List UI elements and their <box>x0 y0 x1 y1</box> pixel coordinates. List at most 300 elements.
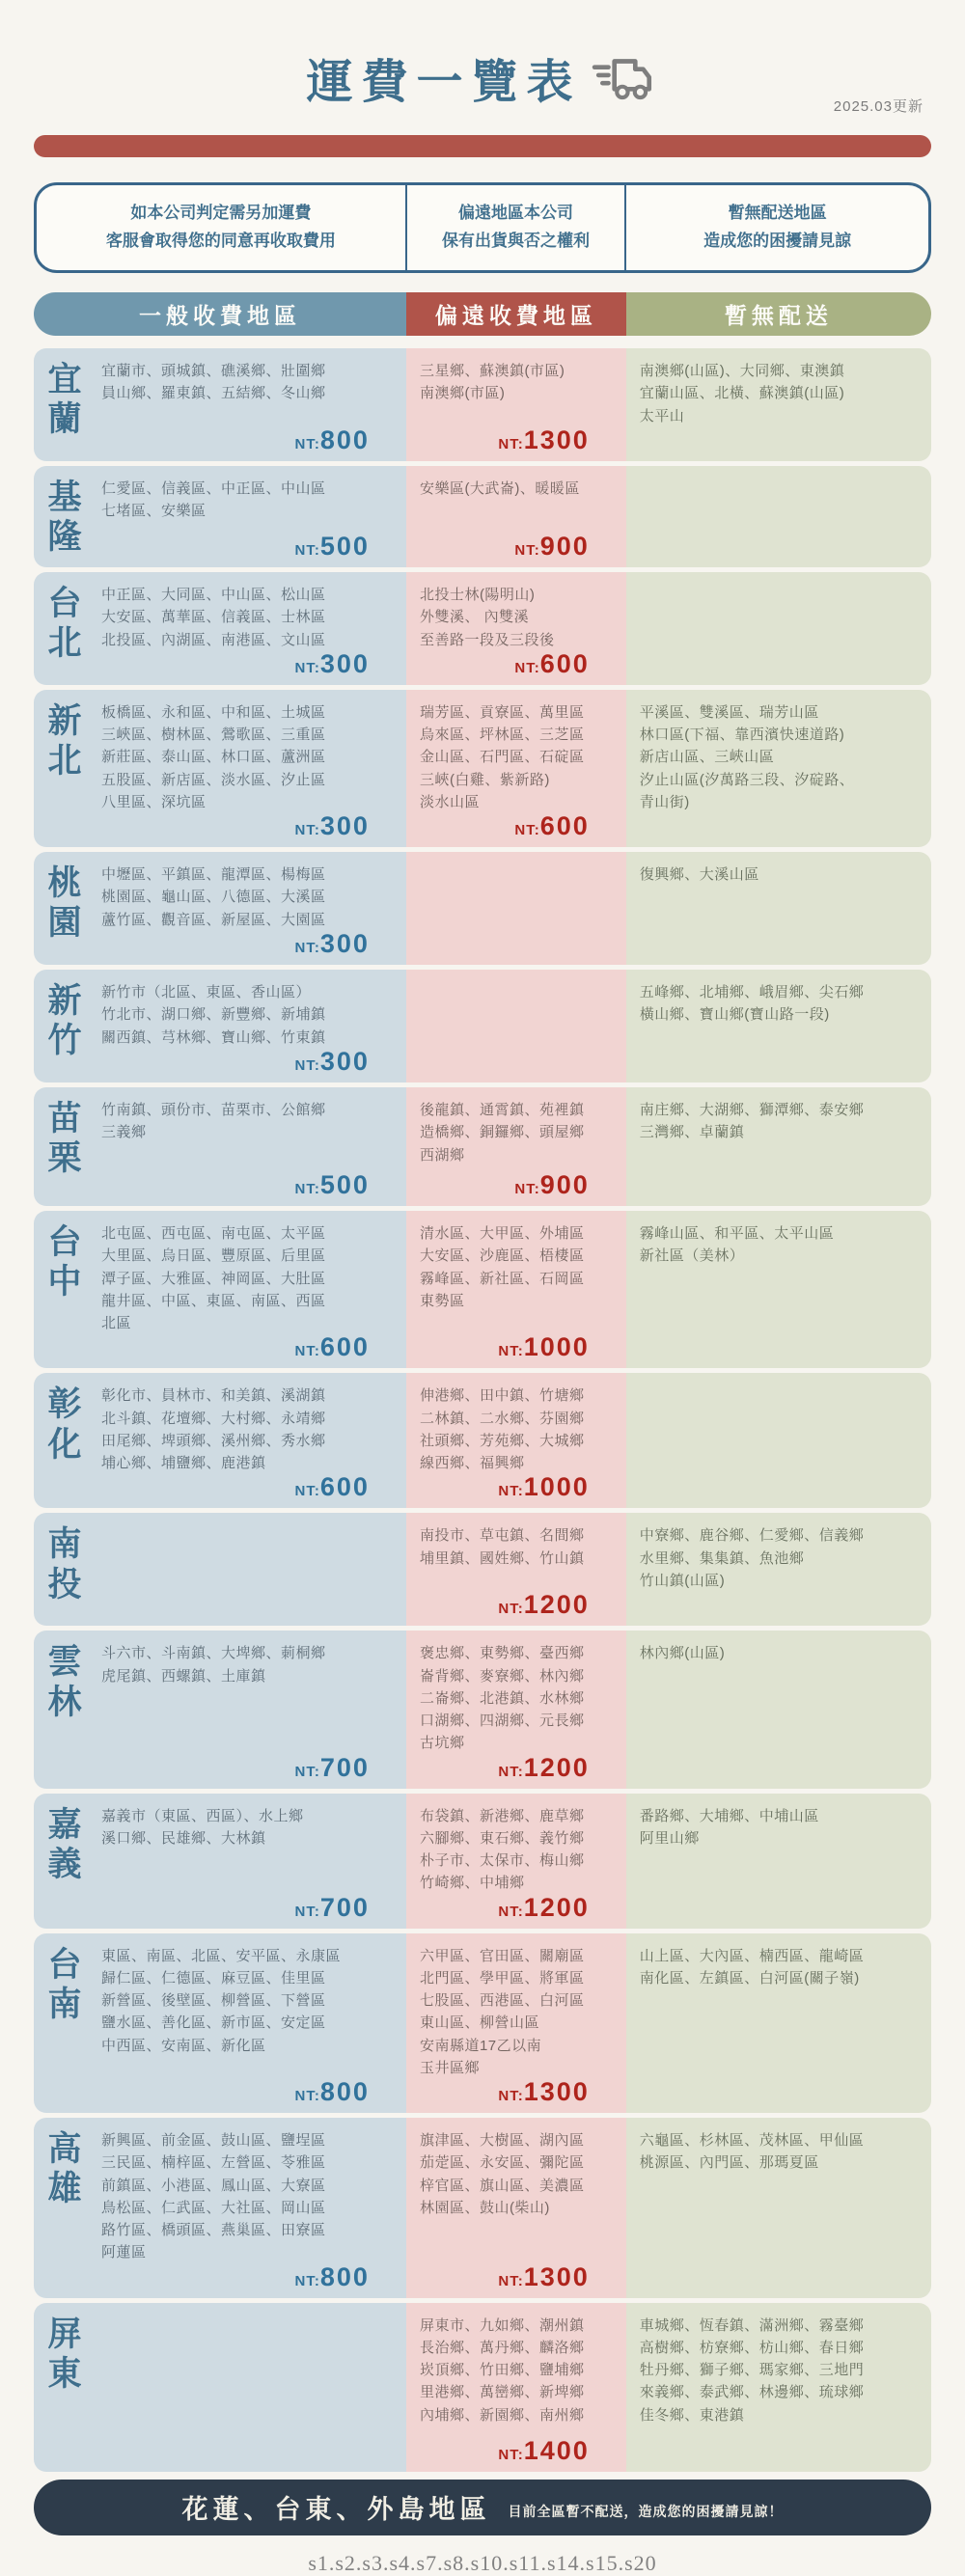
area-line: 八里區、深坑區 <box>101 793 207 810</box>
area-line: 內埔鄉、新園鄉、南州鄉 <box>419 2406 585 2424</box>
remote-cell <box>406 466 626 567</box>
price-amount: 1000 <box>523 1472 590 1502</box>
area-line: 中寮鄉、鹿谷鄉、仁愛鄉、信義鄉 <box>639 1527 865 1545</box>
area-line: 北門區、學甲區、將軍區 <box>419 1969 585 1987</box>
region-char: 桃 <box>47 864 82 902</box>
area-line: 仁愛區、信義區、中正區、中山區 <box>101 480 326 497</box>
region-char: 南 <box>47 1985 82 2023</box>
currency-prefix: NT: <box>498 1763 524 1780</box>
no-delivery-cell <box>626 466 931 567</box>
area-line: 南化區、左鎮區、白河區(關子嶺) <box>639 1969 860 1987</box>
area-line: 瑞芳區、貢寮區、萬里區 <box>419 703 585 721</box>
region-char: 高 <box>47 2130 82 2168</box>
price <box>420 2261 617 2291</box>
area-line: 淡水山區 <box>419 793 480 810</box>
area-line: 朴子市、太保市、梅山鄉 <box>419 1852 585 1869</box>
price <box>101 1334 397 1360</box>
price-amount: 900 <box>539 532 590 561</box>
area-line: 員山鄉、羅東鎮、五結鄉、冬山鄉 <box>101 385 326 402</box>
no-delivery-cell <box>626 1794 931 1929</box>
area-line: 虎尾鎮、西螺鎮、土庫鎮 <box>101 1667 266 1685</box>
region-char: 雄 <box>47 2170 82 2208</box>
region-char: 彰 <box>47 1385 82 1424</box>
fee-row-2 <box>34 572 931 685</box>
fee-row-11 <box>34 1794 931 1929</box>
area-line: 屏東市、九如鄉、潮州鎮 <box>419 2316 585 2334</box>
area-line: 大安區、萬華區、信義區、士林區 <box>101 609 326 626</box>
region-char: 北 <box>47 624 82 663</box>
remote-cell <box>406 1794 626 1929</box>
price-amount: 500 <box>319 1170 370 1199</box>
area-line: 桃源區、內門區、那瑪夏區 <box>639 2154 819 2172</box>
general-cell <box>34 572 406 685</box>
region-label <box>34 852 96 965</box>
area-line: 北投士林(陽明山) <box>419 587 536 603</box>
region-char: 台 <box>47 1223 82 1261</box>
price-amount: 300 <box>319 929 370 958</box>
currency-prefix: NT: <box>294 659 320 676</box>
region-char: 東 <box>47 2354 82 2393</box>
area-line: 竹北市、湖口鄉、新豐鄉、新埔鎮 <box>101 1006 326 1024</box>
area-line: 路竹區、橋頭區、燕巢區、田寮區 <box>101 2222 326 2238</box>
area-line: 清水區、大甲區、外埔區 <box>419 1225 585 1242</box>
area-line: 古坑鄉 <box>419 1735 465 1752</box>
area-line: 南澳鄉(市區) <box>419 385 506 402</box>
currency-prefix: NT: <box>498 2088 524 2104</box>
currency-prefix: NT: <box>498 1903 524 1920</box>
currency-prefix: NT: <box>294 436 320 452</box>
price-amount: 1300 <box>523 425 590 454</box>
price <box>101 2261 397 2291</box>
fee-row-0 <box>34 348 931 461</box>
area-line: 二林鎮、二水鄉、芬園鄉 <box>419 1410 585 1427</box>
area-line: 林園區、鼓山(柴山) <box>419 2199 550 2216</box>
remote-cell <box>406 2118 626 2298</box>
note-no-delivery <box>626 185 928 270</box>
area-line: 玉井區鄉 <box>419 2059 480 2076</box>
area-line: 六龜區、杉林區、茂林區、甲仙區 <box>639 2132 865 2149</box>
currency-prefix: NT: <box>498 436 524 452</box>
region-char: 北 <box>47 742 82 781</box>
currency-prefix: NT: <box>294 1343 320 1360</box>
fee-row-4 <box>34 852 931 965</box>
area-line: 里港鄉、萬巒鄉、新埤鄉 <box>419 2384 585 2401</box>
currency-prefix: NT: <box>498 1343 524 1360</box>
price <box>420 1172 617 1198</box>
remote-cell <box>406 852 626 965</box>
price <box>420 1474 617 1500</box>
region-label <box>34 1794 96 1929</box>
price-amount: 300 <box>319 811 370 840</box>
price-amount: 1300 <box>523 2077 590 2106</box>
fee-row-5 <box>34 970 931 1082</box>
price-amount: 500 <box>319 532 370 561</box>
region-char: 林 <box>47 1683 82 1721</box>
region-char: 栗 <box>47 1139 82 1178</box>
note-line: 造成您的困擾請見諒 <box>703 232 852 250</box>
currency-prefix: NT: <box>294 1057 320 1074</box>
area-line: 平溪區、雙溪區、瑞芳山區 <box>639 703 819 721</box>
general-cell <box>34 1087 406 1206</box>
region-char: 園 <box>47 904 82 943</box>
no-delivery-cell <box>626 2303 931 2472</box>
area-line: 褒忠鄉、東勢鄉、臺西鄉 <box>419 1645 585 1662</box>
remote-cell <box>406 1211 626 1368</box>
area-line: 北斗鎮、花壇鄉、大村鄉、永靖鄉 <box>101 1410 326 1427</box>
currency-prefix: NT: <box>498 1601 524 1618</box>
area-line: 青山街) <box>639 793 690 810</box>
column-header-no-delivery: 暫無配送 <box>626 292 931 336</box>
area-line: 東區、南區、北區、安平區、永康區 <box>101 1947 342 1964</box>
area-line: 關西鎮、芎林鄉、寶山鄉、竹東鎮 <box>101 1028 326 1046</box>
area-line: 霧峰山區、和平區、太平山區 <box>639 1225 835 1242</box>
banner-title: 花蓮、台東、外島地區 <box>181 2495 491 2524</box>
region-char: 台 <box>47 1945 82 1984</box>
fee-row-7 <box>34 1211 931 1368</box>
area-line: 六甲區、官田區、關廟區 <box>419 1947 585 1964</box>
area-line: 伸港鄉、田中鎮、竹塘鄉 <box>419 1387 585 1405</box>
general-cell <box>34 466 406 567</box>
remote-cell <box>406 1373 626 1508</box>
fee-row-10 <box>34 1631 931 1788</box>
region-label <box>34 1087 96 1206</box>
region-char: 竹 <box>47 1022 82 1060</box>
column-header-general: 一般收費地區 <box>34 292 406 336</box>
no-delivery-cell <box>626 1373 931 1508</box>
area-line: 五股區、新店區、淡水區、汐止區 <box>101 771 326 788</box>
area-line: 三峽(白雞、紫新路) <box>419 771 550 788</box>
region-label <box>34 970 96 1082</box>
area-line: 新莊區、泰山區、林口區、蘆洲區 <box>101 749 326 766</box>
area-line: 至善路一段及三段後 <box>419 631 555 648</box>
area-line: 長治鄉、萬丹鄉、麟洛鄉 <box>419 2339 585 2356</box>
price-amount: 1400 <box>523 2435 590 2465</box>
area-line: 林口區(下福、靠西濱快速道路) <box>639 726 845 743</box>
area-line: 中西區、安南區、新化區 <box>101 2037 266 2054</box>
price <box>101 1752 397 1782</box>
area-line: 彰化市、員林市、和美鎮、溪湖鎮 <box>101 1387 326 1405</box>
price-amount: 800 <box>319 2261 370 2291</box>
area-line: 七股區、西港區、白河區 <box>419 1992 585 2009</box>
remote-cell <box>406 1631 626 1788</box>
price <box>420 2079 617 2105</box>
region-char: 化 <box>47 1425 82 1464</box>
page-title: 運費一覽表 <box>306 56 582 108</box>
region-char: 新 <box>47 982 82 1020</box>
price <box>101 1474 397 1500</box>
fee-table <box>34 348 931 2472</box>
area-line: 大里區、烏日區、豐原區、后里區 <box>101 1247 326 1265</box>
currency-prefix: NT: <box>294 542 320 559</box>
price <box>101 648 397 678</box>
area-line: 歸仁區、仁德區、麻豆區、佳里區 <box>101 1969 326 1987</box>
area-line: 新興區、前金區、鼓山區、鹽埕區 <box>101 2132 326 2149</box>
price <box>101 931 397 957</box>
price-amount: 600 <box>319 1472 370 1502</box>
area-line: 布袋鎮、新港鄉、鹿草鄉 <box>419 1807 585 1824</box>
price-amount: 300 <box>319 1047 370 1076</box>
price <box>101 534 397 560</box>
no-delivery-cell <box>626 1087 931 1206</box>
general-cell <box>34 1794 406 1929</box>
no-delivery-cell <box>626 2118 931 2298</box>
area-line: 來義鄉、泰武鄉、林邊鄉、琉球鄉 <box>639 2384 865 2401</box>
price-amount: 900 <box>539 1170 590 1199</box>
area-line: 竹山鎮(山區) <box>639 1572 726 1589</box>
area-line: 牡丹鄉、獅子鄉、瑪家鄉、三地門 <box>639 2362 865 2378</box>
remote-cell <box>406 572 626 685</box>
general-cell <box>34 348 406 461</box>
general-cell <box>34 970 406 1082</box>
area-line: 北區 <box>101 1315 132 1331</box>
area-line: 烏來區、坪林區、三芝區 <box>419 726 585 743</box>
region-label <box>34 1373 96 1508</box>
area-line: 霧峰區、新社區、石岡區 <box>419 1270 585 1287</box>
price <box>420 1334 617 1360</box>
price-amount: 600 <box>539 648 590 678</box>
fee-row-13 <box>34 2118 931 2298</box>
currency-prefix: NT: <box>294 940 320 956</box>
area-line: 番路鄉、大埔鄉、中埔山區 <box>639 1807 819 1824</box>
region-char: 嘉 <box>47 1805 82 1844</box>
area-line: 車城鄉、恆春鎮、滿洲鄉、霧臺鄉 <box>639 2316 865 2334</box>
general-cell <box>34 2303 406 2472</box>
area-line: 六腳鄉、東石鄉、義竹鄉 <box>419 1829 585 1847</box>
currency-prefix: NT: <box>498 1483 524 1500</box>
area-line: 太平山 <box>639 407 685 425</box>
general-cell <box>34 852 406 965</box>
area-line: 汐止山區(汐萬路三段、汐碇路、 <box>639 771 855 788</box>
area-line: 大安區、沙鹿區、梧棲區 <box>419 1247 585 1265</box>
price <box>101 1172 397 1198</box>
general-cell <box>34 1211 406 1368</box>
no-delivery-cell <box>626 572 931 685</box>
note-line: 暫無配送地區 <box>728 204 827 223</box>
region-label <box>34 690 96 847</box>
no-delivery-cell <box>626 690 931 847</box>
price-amount: 1200 <box>523 1752 590 1782</box>
currency-prefix: NT: <box>294 1903 320 1920</box>
area-line: 山上區、大內區、楠西區、龍崎區 <box>639 1947 865 1964</box>
area-line: 三星鄉、蘇澳鎮(市區) <box>419 363 565 379</box>
footer-code: s1.s2.s3.s4.s7.s8.s10.s11.s14.s15.s20 <box>308 2550 657 2575</box>
price-amount: 300 <box>319 648 370 678</box>
area-line: 七堵區、安樂區 <box>101 503 207 520</box>
area-line: 線西鄉、福興鄉 <box>419 1455 525 1471</box>
region-char: 宜 <box>47 361 82 398</box>
page-header <box>34 35 931 120</box>
region-char: 雲 <box>47 1643 82 1682</box>
price-amount: 800 <box>319 425 370 454</box>
fee-row-8 <box>34 1373 931 1508</box>
currency-prefix: NT: <box>514 542 540 559</box>
note-remote <box>407 185 626 270</box>
price-amount: 1200 <box>523 1892 590 1922</box>
region-label <box>34 572 96 685</box>
region-label <box>34 2118 96 2298</box>
price <box>420 813 617 839</box>
area-line: 鳥松區、仁武區、大社區、岡山區 <box>101 2199 326 2216</box>
area-line: 崙背鄉、麥寮鄉、林內鄉 <box>419 1667 585 1685</box>
fee-row-3 <box>34 690 931 847</box>
area-line: 西湖鄉 <box>419 1146 465 1164</box>
fee-row-6 <box>34 1087 931 1206</box>
region-label <box>34 1513 96 1626</box>
notes-box <box>34 182 931 273</box>
price <box>420 648 617 678</box>
area-line: 造橋鄉、銅鑼鄉、頭屋鄉 <box>419 1124 585 1141</box>
fee-row-14 <box>34 2303 931 2472</box>
delivery-truck-icon <box>592 54 659 107</box>
area-line: 蘆竹區、觀音區、新屋區、大園區 <box>101 911 326 928</box>
price <box>420 1592 617 1618</box>
area-line: 後龍鎮、通霄鎮、苑裡鎮 <box>419 1102 585 1118</box>
area-line: 前鎮區、小港區、鳳山區、大寮區 <box>101 2177 326 2194</box>
region-label <box>34 1933 96 2114</box>
currency-prefix: NT: <box>294 1483 320 1500</box>
region-label <box>34 2303 96 2472</box>
general-cell <box>34 1373 406 1508</box>
area-line: 埔心鄉、埔鹽鄉、鹿港鎮 <box>101 1455 266 1471</box>
area-line: 南澳鄉(山區)、大同鄉、東澳鎮 <box>639 363 845 379</box>
area-line: 鹽水區、善化區、新市區、安定區 <box>101 2014 326 2032</box>
note-line: 如本公司判定需另加運費 <box>130 204 312 223</box>
general-cell <box>34 2118 406 2298</box>
area-line: 新營區、後壁區、柳營區、下營區 <box>101 1992 326 2009</box>
area-line: 安南縣道17乙以南 <box>419 2037 542 2054</box>
area-line: 安樂區(大武崙)、暖暖區 <box>419 480 580 497</box>
no-delivery-cell <box>626 852 931 965</box>
area-line: 竹崎鄉、中埔鄉 <box>419 1875 525 1892</box>
price-amount: 1200 <box>523 1590 590 1620</box>
area-line: 橫山鄉、寶山鄉(寶山路一段) <box>639 1006 830 1024</box>
remote-cell <box>406 1087 626 1206</box>
price <box>420 427 617 453</box>
region-char: 台 <box>47 585 82 622</box>
column-header-remote: 偏遠收費地區 <box>406 292 626 336</box>
area-line: 田尾鄉、埤頭鄉、溪州鄉、秀水鄉 <box>101 1432 326 1449</box>
general-cell <box>34 1631 406 1788</box>
fee-row-1 <box>34 466 931 567</box>
price <box>101 427 397 453</box>
currency-prefix: NT: <box>294 822 320 838</box>
area-line: 嘉義市（東區、西區）、水上鄉 <box>101 1807 304 1824</box>
region-char: 屏 <box>47 2315 82 2353</box>
note-line: 偏遠地區本公司 <box>458 204 573 223</box>
region-char: 義 <box>47 1845 82 1883</box>
area-line: 茄萣區、永安區、彌陀區 <box>419 2154 585 2172</box>
region-char: 隆 <box>47 518 82 557</box>
note-line: 保有出貨與否之權利 <box>442 232 590 250</box>
price <box>101 1892 397 1922</box>
area-line: 復興鄉、大溪山區 <box>639 866 759 883</box>
area-line: 新社區（美林） <box>639 1247 745 1265</box>
note-general <box>37 185 407 270</box>
price-amount: 600 <box>539 811 590 840</box>
area-line: 埔里鎮、國姓鄉、竹山鎮 <box>419 1549 585 1567</box>
price-amount: 800 <box>319 2077 370 2106</box>
no-delivery-cell <box>626 1631 931 1788</box>
remote-cell <box>406 1933 626 2114</box>
area-line: 二崙鄉、北港鎮、水林鄉 <box>419 1689 585 1707</box>
remote-cell <box>406 1513 626 1626</box>
area-line: 三民區、楠梓區、左營區、苓雅區 <box>101 2154 326 2172</box>
area-line: 社頭鄉、芳苑鄉、大城鄉 <box>419 1432 585 1449</box>
no-delivery-cell <box>626 1211 931 1368</box>
updated-date: 2025.03更新 <box>833 98 924 115</box>
price-amount: 1300 <box>523 2261 590 2291</box>
area-line: 新店山區、三峽山區 <box>639 749 775 766</box>
currency-prefix: NT: <box>498 2446 524 2463</box>
area-line: 北屯區、西屯區、南屯區、太平區 <box>101 1225 326 1242</box>
region-label <box>34 348 96 461</box>
area-line: 中正區、大同區、中山區、松山區 <box>101 587 326 603</box>
area-line: 林內鄉(山區) <box>639 1645 726 1662</box>
area-line: 三義鄉 <box>101 1124 147 1141</box>
region-label <box>34 1211 96 1368</box>
no-delivery-cell <box>626 1933 931 2114</box>
area-line: 竹南鎮、頭份市、苗栗市、公館鄉 <box>101 1102 326 1118</box>
note-line: 客服會取得您的同意再收取費用 <box>105 232 336 250</box>
region-char: 南 <box>47 1525 82 1564</box>
area-line: 金山區、石門區、石碇區 <box>419 749 585 766</box>
price <box>420 2435 617 2465</box>
area-line: 東勢區 <box>419 1292 465 1309</box>
area-line: 新竹市（北區、東區、香山區） <box>101 984 312 1000</box>
area-line: 高樹鄉、枋寮鄉、枋山鄉、春日鄉 <box>639 2339 865 2356</box>
fee-row-12 <box>34 1933 931 2114</box>
price <box>420 1892 617 1922</box>
currency-prefix: NT: <box>294 1763 320 1780</box>
region-char: 中 <box>47 1263 82 1302</box>
currency-prefix: NT: <box>294 2272 320 2289</box>
price <box>420 534 617 560</box>
area-line: 水里鄉、集集鎮、魚池鄉 <box>639 1549 805 1567</box>
price-amount: 1000 <box>523 1332 590 1362</box>
red-divider-bar <box>34 135 931 157</box>
area-line: 佳冬鄉、東港鎮 <box>639 2406 745 2424</box>
remote-cell <box>406 348 626 461</box>
region-char: 投 <box>47 1565 82 1603</box>
price <box>101 813 397 839</box>
area-line: 旗津區、大樹區、湖內區 <box>419 2132 585 2149</box>
currency-prefix: NT: <box>294 2088 320 2104</box>
currency-prefix: NT: <box>514 1181 540 1197</box>
area-line: 阿蓮區 <box>101 2244 147 2261</box>
area-line: 口湖鄉、四湖鄉、元長鄉 <box>419 1713 585 1729</box>
area-line: 宜蘭市、頭城鎮、礁溪鄉、壯圍鄉 <box>101 363 326 379</box>
region-char: 蘭 <box>47 400 82 439</box>
currency-prefix: NT: <box>498 2272 524 2289</box>
currency-prefix: NT: <box>514 822 540 838</box>
no-delivery-cell <box>626 970 931 1082</box>
area-line: 南投市、草屯鎮、名間鄉 <box>419 1527 585 1545</box>
region-char: 苗 <box>47 1100 82 1137</box>
currency-prefix: NT: <box>514 659 540 676</box>
general-cell <box>34 1933 406 2114</box>
column-headers <box>34 292 931 336</box>
area-line: 五峰鄉、北埔鄉、峨眉鄉、尖石鄉 <box>639 984 865 1000</box>
general-cell <box>34 690 406 847</box>
area-line: 板橋區、永和區、中和區、土城區 <box>101 703 326 721</box>
currency-prefix: NT: <box>294 1181 320 1197</box>
area-line: 宜蘭山區、北橫、蘇澳鎮(山區) <box>639 385 845 402</box>
no-delivery-cell <box>626 1513 931 1626</box>
area-line: 斗六市、斗南鎮、大埤鄉、莿桐鄉 <box>101 1645 326 1662</box>
area-line: 梓官區、旗山區、美濃區 <box>419 2177 585 2194</box>
region-char: 基 <box>47 479 82 516</box>
fee-row-9 <box>34 1513 931 1626</box>
